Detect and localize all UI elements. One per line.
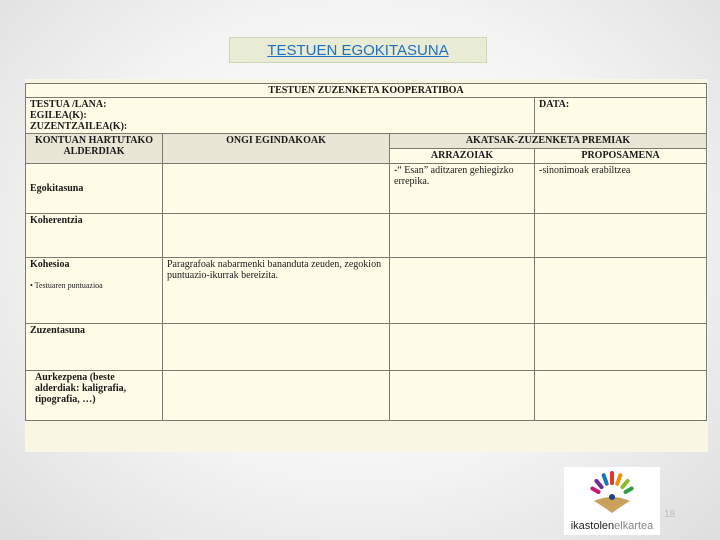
kohesioa-label: Kohesioa [30,259,70,270]
page-number: 18 [664,509,676,520]
row-aspect-koherentzia: Koherentzia [26,214,163,258]
slide-title-link[interactable]: TESTUEN EGOKITASUNA [267,41,449,59]
meta-label-author: EGILEA(K): [30,110,87,121]
logo-text-bold: ikastolen [570,520,615,532]
row-aspect-kohesioa [26,258,163,324]
header-well-done: ONGI EGINDAKOAK [163,134,390,164]
row-proposals-koherentzia [535,214,707,258]
row-reasons-kohesioa [390,258,535,324]
form-meta-labels [26,98,535,134]
row-reasons-zuzentasuna [390,324,535,371]
row-well-done-kohesioa: Paragrafoak nabarmenki bananduta zeuden, zegokion puntuazio-ikurrak bereizita. [163,258,390,324]
row-well-done-zuzentasuna [163,324,390,371]
row-proposals-zuzentasuna [535,324,707,371]
kohesioa-sub-item: • Testuaren puntuazioa [30,281,103,290]
ikastolen-elkartea-logo [564,467,660,535]
logo-text [564,520,660,532]
header-errors: AKATSAK-ZUZENKETA PREMIAK [390,134,707,149]
row-proposals-kohesioa [535,258,707,324]
header-aspects: KONTUAN HARTUTAKO ALDERDIAK [26,134,163,164]
logo-flower-icon [564,467,660,519]
row-aspect-zuzentasuna: Zuzentasuna [26,324,163,371]
form-heading: TESTUEN ZUZENKETA KOOPERATIBOA [26,84,707,98]
row-reasons-aurkezpena [390,371,535,421]
meta-label-corrector: ZUZENTZAILEA(K): [30,121,128,132]
row-aspect-egokitasuna: Egokitasuna [26,164,163,214]
row-well-done-koherentzia [163,214,390,258]
row-proposals-aurkezpena [535,371,707,421]
row-well-done-egokitasuna [163,164,390,214]
row-reasons-egokitasuna: -“ Esan” aditzaren gehiegizko errepika. [390,164,535,214]
meta-label-date: DATA: [535,98,707,134]
logo-text-light: elkartea [614,520,654,532]
header-proposals: PROPOSAMENA [535,149,707,164]
slide-title-box [229,37,487,63]
row-reasons-koherentzia [390,214,535,258]
meta-label-text: TESTUA /LANA: [30,99,107,110]
row-proposals-egokitasuna: -sinonimoak erabiltzea [535,164,707,214]
correction-form-table [25,83,707,421]
header-reasons: ARRAZOIAK [390,149,535,164]
row-well-done-aurkezpena [163,371,390,421]
row-aspect-aurkezpena: Aurkezpena (beste alderdiak: kaligrafia, tipografia, …) [26,371,163,421]
correction-form-sheet [25,79,708,452]
